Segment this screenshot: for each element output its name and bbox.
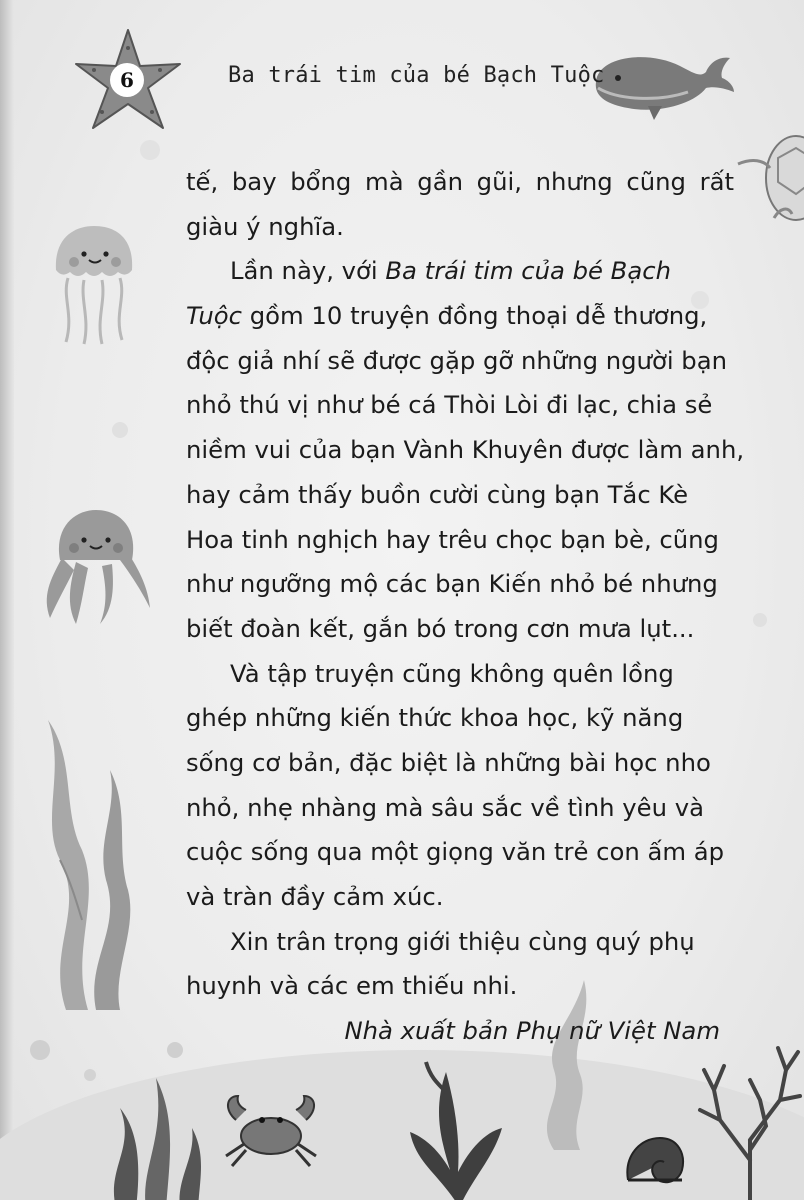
seaweed-icon [26, 710, 146, 1010]
jellyfish-icon [44, 218, 144, 348]
body-text [186, 160, 745, 1009]
text-line: giàu ý nghĩa. [186, 211, 344, 241]
seaweed-icon [96, 1058, 216, 1200]
running-title: Ba trái tim của bé Bạch Tuộc [228, 63, 605, 88]
text-segment: gồm 10 truyện đồng thoại dễ thương, [242, 301, 708, 331]
octopus-icon [36, 500, 156, 630]
coral-icon [690, 1030, 804, 1200]
book-title-italic: Ba trái tim của bé Bạch [385, 256, 671, 286]
page-number: 6 [110, 63, 144, 97]
text-line: Xin trân trọng giới thiệu cùng quý phụ [230, 926, 695, 956]
crab-icon [216, 1090, 326, 1170]
text-line: như ngưỡng mộ các bạn Kiến nhỏ bé nhưng [186, 569, 718, 599]
text-line: hay cảm thấy buồn cười cùng bạn Tắc Kè [186, 479, 689, 509]
text-line: sống cơ bản, đặc biệt là những bài học nho [186, 747, 711, 777]
text-line: và tràn đầy cảm xúc. [186, 882, 444, 911]
text-line [186, 249, 734, 294]
text-line: Hoa tinh nghịch hay trêu chọc bạn bè, cũng [186, 524, 719, 554]
page-header [0, 0, 804, 140]
book-title-italic: Tuộc [186, 301, 243, 331]
text-line [186, 294, 734, 339]
text-line: tế, bay bổng mà gần gũi, nhưng cũng rất [186, 167, 734, 196]
snail-shell-icon [620, 1130, 690, 1190]
text-line: Và tập truyện cũng không quên lồng [230, 658, 674, 688]
text-line: cuộc sống qua một giọng văn trẻ con ấm áp [186, 837, 725, 867]
text-line: nhỏ, nhẹ nhàng mà sâu sắc về tình yêu và [186, 792, 704, 822]
publisher-signature: Nhà xuất bản Phụ nữ Việt Nam [344, 1016, 720, 1045]
text-line: huynh và các em thiếu nhi. [186, 971, 518, 1001]
text-line: niềm vui của bạn Vành Khuyên được làm anh, [186, 435, 745, 465]
text-line: nhỏ thú vị như bé cá Thòi Lòi đi lạc, chia sẻ [186, 390, 713, 420]
text-line: độc giả nhí sẽ được gặp gỡ những người bạn [186, 345, 728, 375]
seaweed-icon [396, 1052, 516, 1200]
text-line: ghép những kiến thức khoa học, kỹ năng [186, 703, 684, 733]
text-line: biết đoàn kết, gắn bó trong cơn mưa lụt... [186, 613, 695, 643]
text-segment: Lần này, với [230, 256, 386, 286]
